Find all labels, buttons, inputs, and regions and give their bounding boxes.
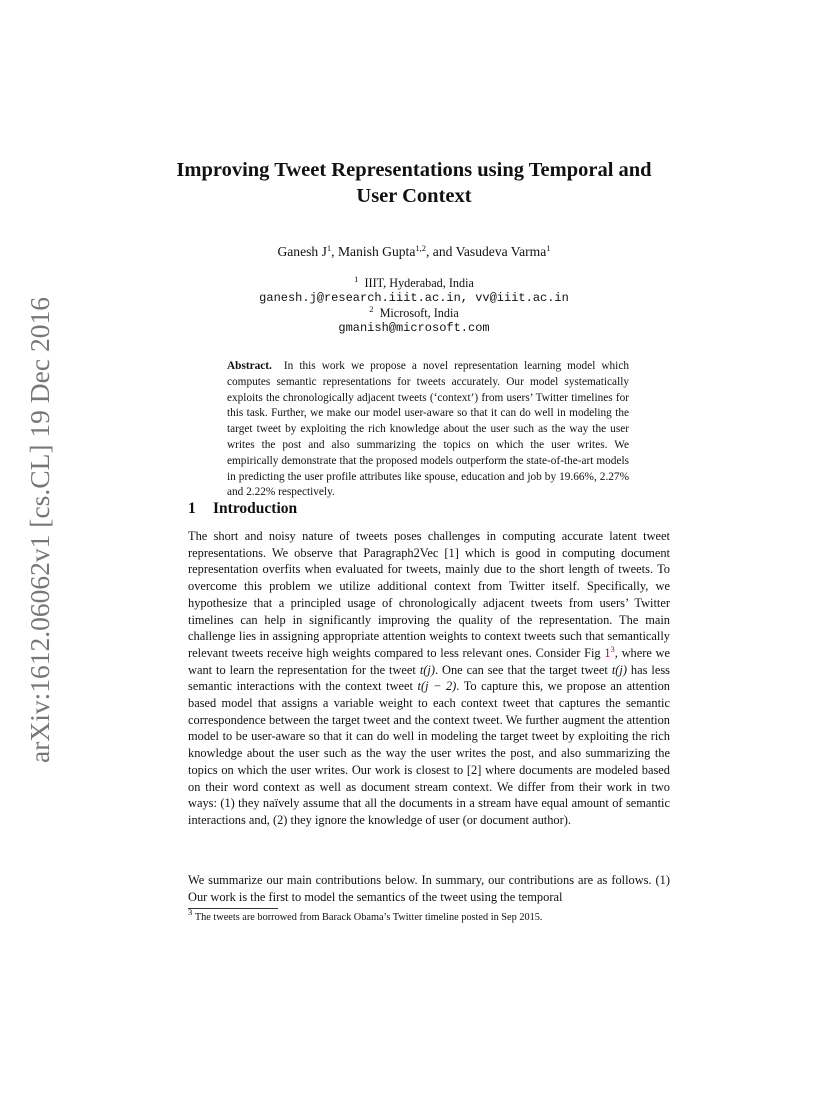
intro-paragraph-2: We summarize our main contributions below. In summary, our contributions are as follows. (1) Our work is the first to model the semantics of the tweet using the temporal [188,873,670,904]
paragraph-text: . To capture this, we propose an attention based model that assigns a variable weight to each context tweet that captures the semantic correspondence between the target tweet and the context tweet. We further augment the attention model to be user-aware so that it can do well in modeling the target tweet by exploiting the rich knowledge about the user such as the way the user writes the post, and also summarizing the topics on which the user writes. Our work is closest to [2] where documents are modeled based on their word context as well as document stream context. We differ from their work in two ways: (1) they naïvely assume that all the documents in a stream have equal amount of semantic interactions and, (2) they ignore the knowledge of user (or document author). [188,679,670,827]
math-target-tweet: t(j) [611,662,627,677]
affiliation-2 [160,306,668,321]
author-2-affil: 1,2 [415,243,426,253]
affiliation-1-mark: 1 [354,274,359,284]
section-heading [188,500,297,518]
paragraph-text: . One can see that the target tweet [434,662,612,677]
affiliation-2-name: Microsoft, India [379,306,459,320]
affiliation-2-mark: 2 [369,304,374,314]
section-title: Introduction [213,500,298,517]
footnote-reference-link[interactable]: 3 [610,643,615,654]
abstract-text: In this work we propose a novel representation learning model which computes semantic representations for tweets accurately. Our model systematically exploits the chronologically adjacent tweets (‘context’) from users’ Twitter timelines for this task. Further, we make our model user-aware so that it can do well in modeling the target tweet by exploiting the rich knowledge about the user such as the way the user writes the post and also summarizing the topics on which the user writes. We empirically demonstrate that the proposed models outperform the state-of-the-art models in predicting the user profile attributes like spouse, education and job by 19.66%, 2.27% and 2.22% respectively. [227,360,629,499]
author-separator: , and [425,244,456,259]
paragraph-text: has less semantic interactions with the context tweet [188,662,670,694]
arxiv-identifier: arXiv:1612.06062v1 [cs.CL] 19 Dec 2016 [24,297,55,763]
author-1: Ganesh J [277,244,327,259]
intro-paragraph-1 [188,528,670,829]
footnote [188,907,670,923]
author-3-affil: 1 [546,243,551,253]
affiliation-1-name: IIIT, Hyderabad, India [364,276,474,290]
footnote-rule [188,908,278,909]
figure-reference-link[interactable]: 1 [604,645,611,660]
affiliation-1 [160,276,668,291]
paper-title [160,157,668,209]
abstract [227,359,629,501]
math-context-tweet: t(j − 2) [417,679,457,694]
author-list [160,244,668,260]
affiliation-1-emails: ganesh.j@research.iiit.ac.in, vv@iiit.ac.in [259,291,569,305]
footnote-text: The tweets are borrowed from Barack Obama’s Twitter timeline posted in Sep 2015. [194,912,543,923]
affiliation-2-email: gmanish@microsoft.com [338,321,490,335]
section-number: 1 [188,500,196,517]
author-1-affil: 1 [326,243,332,253]
author-3: Vasudeva Varma [455,244,547,259]
footnote-mark: 3 [188,907,193,917]
author-separator: , [331,244,338,259]
paragraph-text: The short and noisy nature of tweets poses challenges in computing accurate latent tweet representations. We observe that Paragraph2Vec [1] which is good in computing document representation overfits when evaluated for tweets, mainly due to the short length of tweets. To overcome this problem we utilize additional context from Twitter itself. Specifically, we hypothesize that a principled usage of chronologically adjacent tweets from users’ Twitter timelines can help in significantly improving the quality of the representation. The main challenge lies in assigning appropriate attention weights to context tweets such that semantically relevant tweets receive high weights compared to less relevant ones. Consider Fig [188,529,670,660]
abstract-label: Abstract. [227,360,272,372]
arxiv-sidebar-stamp [22,290,58,770]
paragraph-text: , where we want to learn the representation for the tweet [188,645,670,677]
title-line-2: User Context [356,185,472,207]
title-line-1: Improving Tweet Representations using Temporal and [176,159,652,181]
author-2: Manish Gupta [337,244,416,259]
math-target-tweet: t(j) [419,662,435,677]
